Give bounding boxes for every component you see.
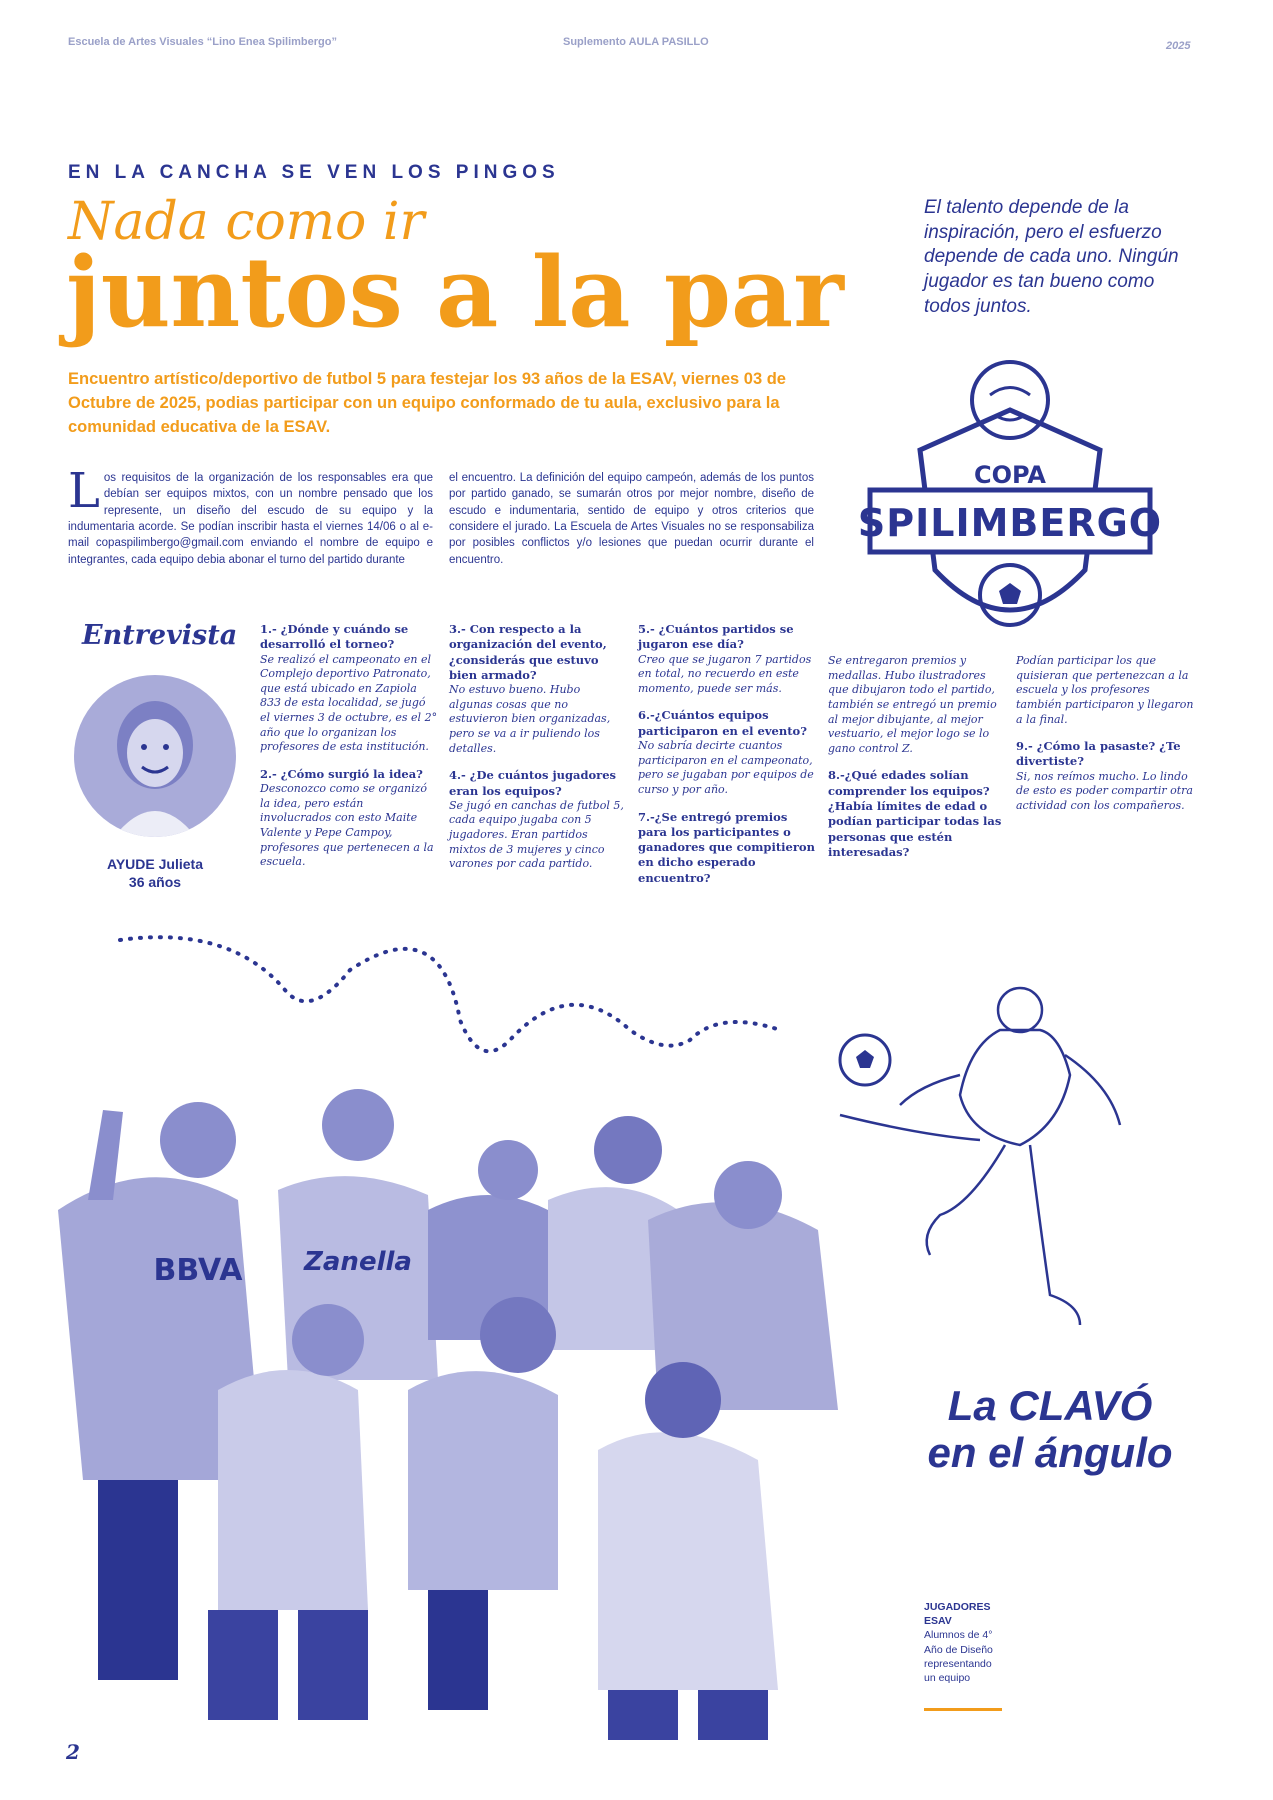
qa-column-4 — [828, 654, 1006, 860]
pull-quote: El talento depende de la inspiración, pero el esfuerzo depende de cada uno. Ningún jugador es tan bueno como todos juntos. — [924, 197, 1179, 317]
qa-column-1 — [260, 622, 438, 882]
answer-1: Se realizó el campeonato en el Complejo deportivo Patronato, que está ubicado en Zapiola 833 de esta localidad, se jugó el viernes 3 de octubre, es el 2° año que lo organizan los profesores de esta institución. — [260, 652, 438, 754]
interviewee-caption — [80, 855, 230, 891]
answer-5: Creo que se jugaron 7 partidos en total, no recuerdo en este momento, puede ser más. — [638, 652, 812, 695]
qa-column-2 — [449, 622, 627, 884]
answer-6: No sabría decirte cuantos participaron en el campeonato, pero se jugaban por equipos de curso y por año. — [638, 739, 814, 796]
drop-cap: L — [68, 463, 100, 519]
question-8: 8.-¿Qué edades solían comprender los equipos? ¿Había límites de edad o podían participar todas las personas que estén interesadas? — [828, 768, 1002, 859]
logo-spilimbergo-text: SPILIMBERGO — [860, 501, 1160, 545]
caption-title-1: JUGADORES — [924, 1601, 991, 1613]
question-5: 5.- ¿Cuántos partidos se jugaron ese día? — [638, 622, 794, 652]
question-2: 2.- ¿Cómo surgió la idea? — [260, 766, 423, 781]
caption-title-2: ESAV — [924, 1615, 952, 1628]
answer-4: Se jugó en canchas de futbol 5, cada equipo jugaba con 5 jugadores. Eran partidos mixtos de 3 mujeres y cinco varones por cada partido. — [449, 798, 624, 871]
kicking-player-illustration — [820, 975, 1160, 1335]
answer-2: Desconozco como se organizó la idea, pero están involucrados con esto Maite Valente y Pepe Campoy, profesores que pertenecen a la escuela. — [260, 782, 434, 869]
header-school: Escuela de Artes Visuales “Lino Enea Spilimbergo” — [68, 36, 337, 48]
question-3: 3.- Con respecto a la organización del evento, ¿considerás que estuvo bien armado? — [449, 622, 607, 682]
question-4: 4.- ¿De cuántos jugadores eran los equipos? — [449, 768, 617, 798]
body-column-1 — [68, 463, 433, 568]
logo-copa-text: COPA — [974, 461, 1046, 489]
question-6: 6.-¿Cuántos equipos participaron en el evento? — [638, 708, 807, 738]
photo-caption — [924, 1600, 1006, 1685]
page-number: 2 — [66, 1740, 80, 1764]
header-year: 2025 — [1166, 40, 1191, 52]
body-column-2: el encuentro. La definición del equipo campeón, además de los puntos por partido ganado, se sumarán otros por mejor nombre, diseño de escudo e indumentaria, sentido de equipo y otros criterios que considere el jurado. La Escuela de Artes Visuales no se responsabiliza por posibles conflictos y/o lesiones que puedan ocurrir durante el encuentro. — [449, 472, 814, 566]
caption-text: Alumnos de 4° Año de Diseño representando un equipo — [924, 1629, 993, 1684]
shirt-zanella-text: Zanella — [304, 1247, 412, 1277]
answer-9: Si, nos reímos mucho. Lo lindo de esto es poder compartir otra actividad con los compañeros. — [1016, 769, 1193, 812]
la-clavo-headline — [905, 1382, 1195, 1476]
question-1: 1.- ¿Dónde y cuándo se desarrolló el torneo? — [260, 622, 409, 652]
copa-spilimbergo-logo — [860, 340, 1160, 670]
question-9: 9.- ¿Cómo la pasaste? ¿Te divertiste? — [1016, 739, 1181, 769]
article-lead: Encuentro artístico/deportivo de futbol 5 para festejar los 93 años de la ESAV, viernes 03 de Octubre de 2025, podias participar con un equipo conformado de tu aula, exclusivo para la comunidad educativa de la ESAV. — [68, 370, 786, 436]
interviewee-avatar — [74, 675, 236, 837]
title-line-2: juntos a la par — [66, 236, 844, 349]
interview-title: Entrevista — [82, 620, 238, 651]
title-line-1: Nada como ir — [68, 192, 425, 252]
body-column-1-text: os requisitos de la organización de los responsables era que debían ser equipos mixtos, con un nombre pensado que los represente, un diseño del escudo de su equipo y la indumentaria acorde. Se podían inscribir hasta el viernes 14/06 o al e-mail copaspilimbergo@gmail.com enviando el nombre de equipo e integrantes, cada equipo debia abonar el turno del partido durante — [68, 472, 433, 566]
team-photo — [28, 1050, 878, 1750]
interviewee-name: AYUDE Julieta — [107, 856, 203, 872]
header-supplement: Suplemento AULA PASILLO — [563, 36, 709, 48]
article-kicker: EN LA CANCHA SE VEN LOS PINGOS — [68, 162, 560, 183]
answer-3: No estuvo bueno. Hubo algunas cosas que no estuvieron bien organizadas, pero se va a ir puliendo los detalles. — [449, 683, 611, 755]
answer-8: Podían participar los que quisieran que pertenezcan a la escuela y los profesores también participaron y llegaron a la final. — [1016, 654, 1194, 726]
shirt-bbva-text: BBVA — [153, 1253, 243, 1288]
question-7: 7.-¿Se entregó premios para los participantes o ganadores que compitieron en dicho esperado encuentro? — [638, 809, 815, 885]
interviewee-age: 36 años — [128, 874, 182, 891]
la-clavo-line-2: en el ángulo — [927, 1429, 1173, 1477]
qa-column-3 — [638, 622, 816, 886]
la-clavo-line-1: La CLAVÓ — [947, 1382, 1153, 1429]
caption-rule — [924, 1708, 1002, 1711]
qa-column-5 — [1016, 654, 1194, 826]
answer-7: Se entregaron premios y medallas. Hubo ilustradores que dibujaron todo el partido, también se entregó un premio al mejor dibujante, al mejor vestuario, el mejor logo se lo gano control Z. — [828, 654, 997, 755]
